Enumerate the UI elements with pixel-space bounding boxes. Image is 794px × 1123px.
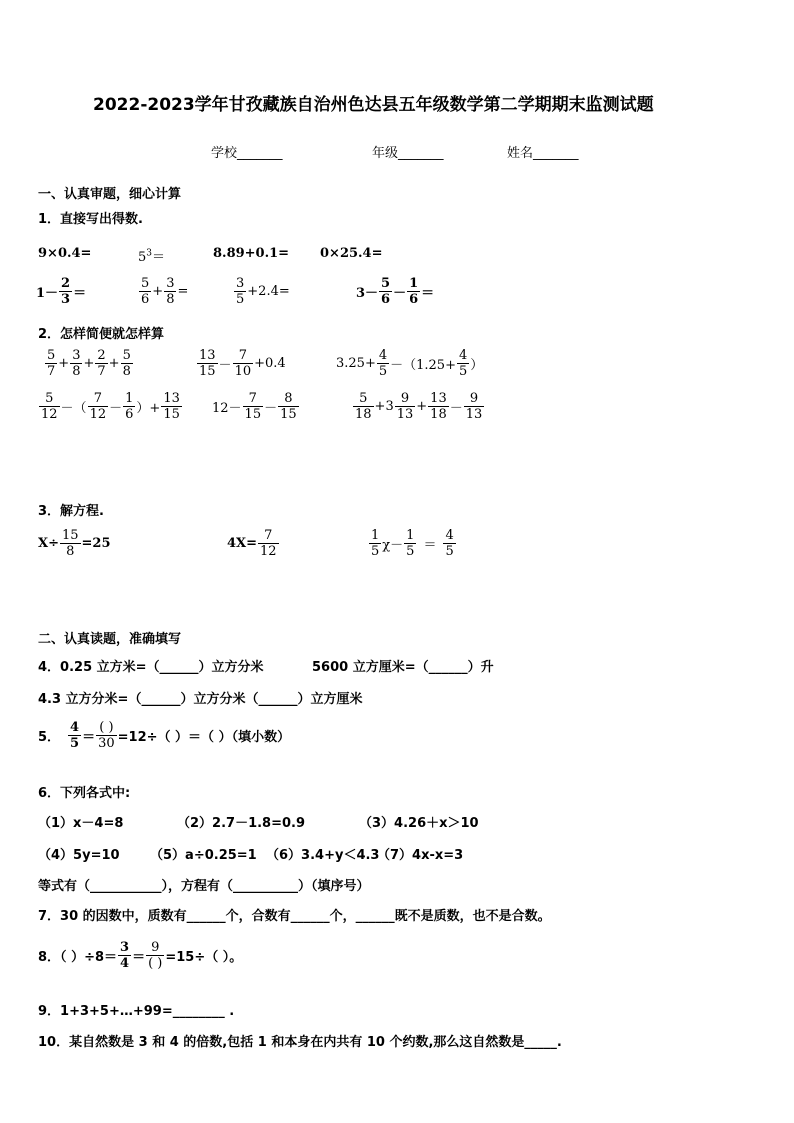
- fraction: [233, 348, 254, 379]
- denominator: 3: [61, 292, 71, 307]
- numerator: 5: [381, 276, 391, 291]
- numerator: 3: [236, 276, 245, 291]
- equation-3-equals: ＝: [423, 538, 437, 553]
- denominator: 18: [355, 407, 372, 422]
- calc-1b-exponent: 3: [146, 248, 153, 259]
- expr-5: [212, 391, 300, 422]
- fraction: [197, 348, 218, 379]
- expr-6: [352, 391, 485, 422]
- fraction: [443, 528, 455, 559]
- numerator: 7: [93, 391, 102, 406]
- fraction: [45, 348, 57, 379]
- numerator: 13: [199, 348, 216, 363]
- q6-item-2: （2）2.7－1.8=0.9: [177, 816, 306, 831]
- denominator: 8: [122, 364, 131, 379]
- fraction: [60, 528, 81, 559]
- fraction: [407, 276, 420, 307]
- numerator: 9: [151, 940, 160, 955]
- calc-2d-equals: ＝: [421, 286, 435, 301]
- operator: +: [152, 284, 164, 299]
- denominator: 6: [381, 292, 391, 307]
- numerator: 7: [264, 528, 273, 543]
- denominator: 5: [458, 364, 468, 379]
- denominator: 18: [430, 407, 447, 422]
- numerator: 4: [70, 720, 80, 735]
- calc-2c: [233, 276, 290, 307]
- question-8-rest: =15÷（ ）。: [165, 950, 243, 965]
- expr-2-rest: +0.4: [254, 356, 286, 371]
- operator: －: [264, 401, 278, 416]
- question-4c: 4.3 立方分米=（______）立方分米（______）立方厘米: [38, 692, 363, 707]
- denominator: 5: [445, 544, 454, 559]
- calc-1c: 8.89+0.1=: [213, 246, 290, 261]
- question-8: [38, 940, 242, 971]
- denominator: 7: [97, 364, 106, 379]
- calc-2b: [138, 276, 188, 307]
- fraction: [68, 720, 81, 751]
- question-10: 10．某自然数是 3 和 4 的倍数,包括 1 和本身在内共有 10 个约数,那么这自然数是_____.: [38, 1035, 562, 1050]
- question-1: 1．直接写出得数.: [38, 212, 143, 227]
- fraction: [59, 276, 72, 307]
- expr-4: [38, 391, 183, 422]
- question-9: 9．1+3+5+…+99=________ .: [38, 1004, 235, 1019]
- question-3: 3．解方程.: [38, 504, 104, 519]
- denominator: 8: [72, 364, 81, 379]
- numerator: 5: [122, 348, 131, 363]
- denominator: 5: [236, 292, 245, 307]
- equation-1: [38, 528, 111, 559]
- question-7: 7．30 的因数中，质数有______个，合数有______个，______既不是质数，也不是合数。: [38, 909, 551, 924]
- q6-item-7: （7）4x-x=3: [377, 848, 464, 863]
- fraction: [88, 391, 109, 422]
- calc-1d: 0×25.4=: [320, 246, 383, 261]
- equals: ＝: [132, 950, 146, 965]
- expr-4-open: －（: [60, 401, 87, 416]
- q6-item-6: （6）3.4+y＜4.3: [266, 848, 380, 863]
- calc-2a-equals: ＝: [73, 286, 87, 301]
- numerator: 2: [97, 348, 106, 363]
- fraction: [96, 720, 117, 751]
- numerator: 13: [430, 391, 447, 406]
- numerator: 13: [163, 391, 180, 406]
- operator: －: [218, 358, 232, 373]
- fraction: [146, 940, 164, 971]
- denominator: 10: [234, 364, 252, 379]
- denominator: 6: [125, 407, 134, 422]
- denominator: 8: [60, 543, 81, 559]
- calc-1b: [138, 246, 165, 265]
- denominator: 4: [120, 956, 130, 971]
- numerator: 1: [371, 528, 380, 543]
- expr-3-middle: －（1.25+: [390, 358, 456, 373]
- operator: +: [83, 356, 95, 371]
- denominator: 8: [166, 292, 175, 307]
- operator: －: [109, 401, 123, 416]
- section-2-heading: 二、认真读题，准确填写: [38, 632, 182, 647]
- section-1-heading: 一、认真审题，细心计算: [38, 187, 182, 202]
- expr-4-close: ）+: [136, 401, 161, 416]
- fraction: [369, 528, 381, 559]
- fraction: [118, 940, 131, 971]
- denominator: 5: [70, 736, 80, 751]
- operator: －: [449, 401, 463, 416]
- calc-1b-equals: ＝: [152, 250, 166, 265]
- numerator: 1: [409, 276, 419, 291]
- denominator: 6: [141, 292, 150, 307]
- denominator: 12: [260, 544, 277, 559]
- q6-item-5: （5）a÷0.25=1: [150, 848, 257, 863]
- fraction: [464, 391, 485, 422]
- fraction: [428, 391, 449, 422]
- grade-field: 年级_______: [372, 146, 444, 161]
- calc-2d-prefix: 3－: [356, 286, 379, 301]
- question-5: [38, 720, 290, 751]
- numerator: 8: [284, 391, 293, 406]
- fraction: [457, 348, 469, 379]
- equation-2-prefix: 4X=: [227, 536, 258, 551]
- fraction: [353, 391, 374, 422]
- school-field: 学校_______: [211, 146, 283, 161]
- fraction: [404, 528, 416, 559]
- page-title: 2022-2023学年甘孜藏族自治州色达县五年级数学第二学期期末监测试题: [93, 95, 654, 115]
- question-5-label: 5．: [38, 730, 61, 745]
- numerator: 5: [47, 348, 56, 363]
- equation-3: [368, 528, 457, 559]
- calc-1b-base: 5: [138, 250, 147, 265]
- numerator: 4: [458, 348, 468, 363]
- numerator: 4: [378, 348, 388, 363]
- denominator: 15: [199, 364, 216, 379]
- operator: －: [393, 286, 407, 301]
- question-5-rest: =12÷（ ）＝（ ）（填小数）: [117, 730, 291, 745]
- denominator: ( ): [148, 956, 163, 971]
- numerator: 3: [166, 276, 175, 291]
- numerator: 5: [45, 391, 54, 406]
- denominator: 13: [396, 407, 414, 422]
- fraction: [243, 391, 264, 422]
- numerator: 3: [120, 940, 130, 955]
- question-6: 6．下列各式中:: [38, 786, 131, 801]
- calc-2d: [356, 276, 434, 307]
- expr-3-suffix: ）: [470, 358, 484, 373]
- numerator: 9: [400, 391, 410, 406]
- name-field: 姓名_______: [507, 146, 579, 161]
- calc-1a: 9×0.4=: [38, 246, 92, 261]
- equation-1-suffix: =25: [81, 536, 111, 551]
- calc-2b-equals: =: [177, 284, 189, 299]
- question-4a: 4．0.25 立方米=（______）立方分米: [38, 660, 264, 675]
- expr-1: [44, 348, 134, 379]
- denominator: 5: [406, 544, 415, 559]
- fraction: [377, 348, 389, 379]
- question-8-prefix: 8．（ ）÷8＝: [38, 950, 118, 965]
- fraction: [39, 391, 60, 422]
- denominator: 13: [465, 407, 483, 422]
- fraction: [234, 276, 246, 307]
- q6-item-3: （3）4.26＋x＞10: [359, 816, 479, 831]
- equation-1-prefix: X÷: [38, 536, 59, 551]
- numerator: 15: [61, 528, 79, 543]
- expr-3: [336, 348, 483, 379]
- denominator: 15: [244, 407, 262, 422]
- denominator: 12: [41, 407, 58, 422]
- numerator: 1: [125, 391, 134, 406]
- denominator: 5: [371, 544, 380, 559]
- fraction: [164, 276, 176, 307]
- denominator: 12: [89, 407, 107, 422]
- question-4b: 5600 立方厘米=（______）升: [312, 660, 494, 675]
- q6-item-1: （1）x－4=8: [38, 816, 124, 831]
- expr-6-mixed: +3: [374, 399, 394, 414]
- numerator: 7: [238, 348, 247, 363]
- equals: ＝: [82, 730, 96, 745]
- q6-item-4: （4）5y=10: [38, 848, 120, 863]
- calc-2c-rest: +2.4=: [247, 284, 290, 299]
- denominator: 15: [280, 407, 297, 422]
- fraction: [95, 348, 107, 379]
- fraction: [161, 391, 182, 422]
- fraction: [278, 391, 299, 422]
- numerator: 5: [141, 276, 150, 291]
- denominator: 5: [378, 364, 388, 379]
- numerator: 9: [469, 391, 479, 406]
- numerator: 7: [248, 391, 257, 406]
- equation-2: [227, 528, 280, 559]
- numerator: ( ): [99, 720, 114, 735]
- q6-answer-line: 等式有（___________），方程有（__________）（填序号）: [38, 879, 370, 894]
- numerator: 2: [61, 276, 71, 291]
- operator: +: [58, 356, 70, 371]
- numerator: 1: [406, 528, 415, 543]
- operator: +: [416, 399, 428, 414]
- fraction: [139, 276, 151, 307]
- numerator: 5: [359, 391, 368, 406]
- fraction: [123, 391, 135, 422]
- expr-3-prefix: 3.25+: [336, 356, 376, 371]
- numerator: 3: [72, 348, 81, 363]
- fraction: [379, 276, 392, 307]
- expr-2: [196, 348, 286, 379]
- denominator: 30: [98, 736, 115, 751]
- fraction: [70, 348, 82, 379]
- fraction: [258, 528, 279, 559]
- denominator: 6: [409, 292, 419, 307]
- calc-2a: [36, 276, 86, 307]
- denominator: 7: [47, 364, 56, 379]
- expr-5-prefix: 12－: [212, 401, 242, 416]
- operator: +: [108, 356, 120, 371]
- calc-2a-prefix: 1－: [36, 286, 59, 301]
- fraction: [395, 391, 416, 422]
- equation-3-variable: χ－: [382, 538, 404, 553]
- denominator: 15: [163, 407, 180, 422]
- question-2: 2．怎样简便就怎样算: [38, 327, 165, 342]
- fraction: [121, 348, 133, 379]
- numerator: 4: [445, 528, 454, 543]
